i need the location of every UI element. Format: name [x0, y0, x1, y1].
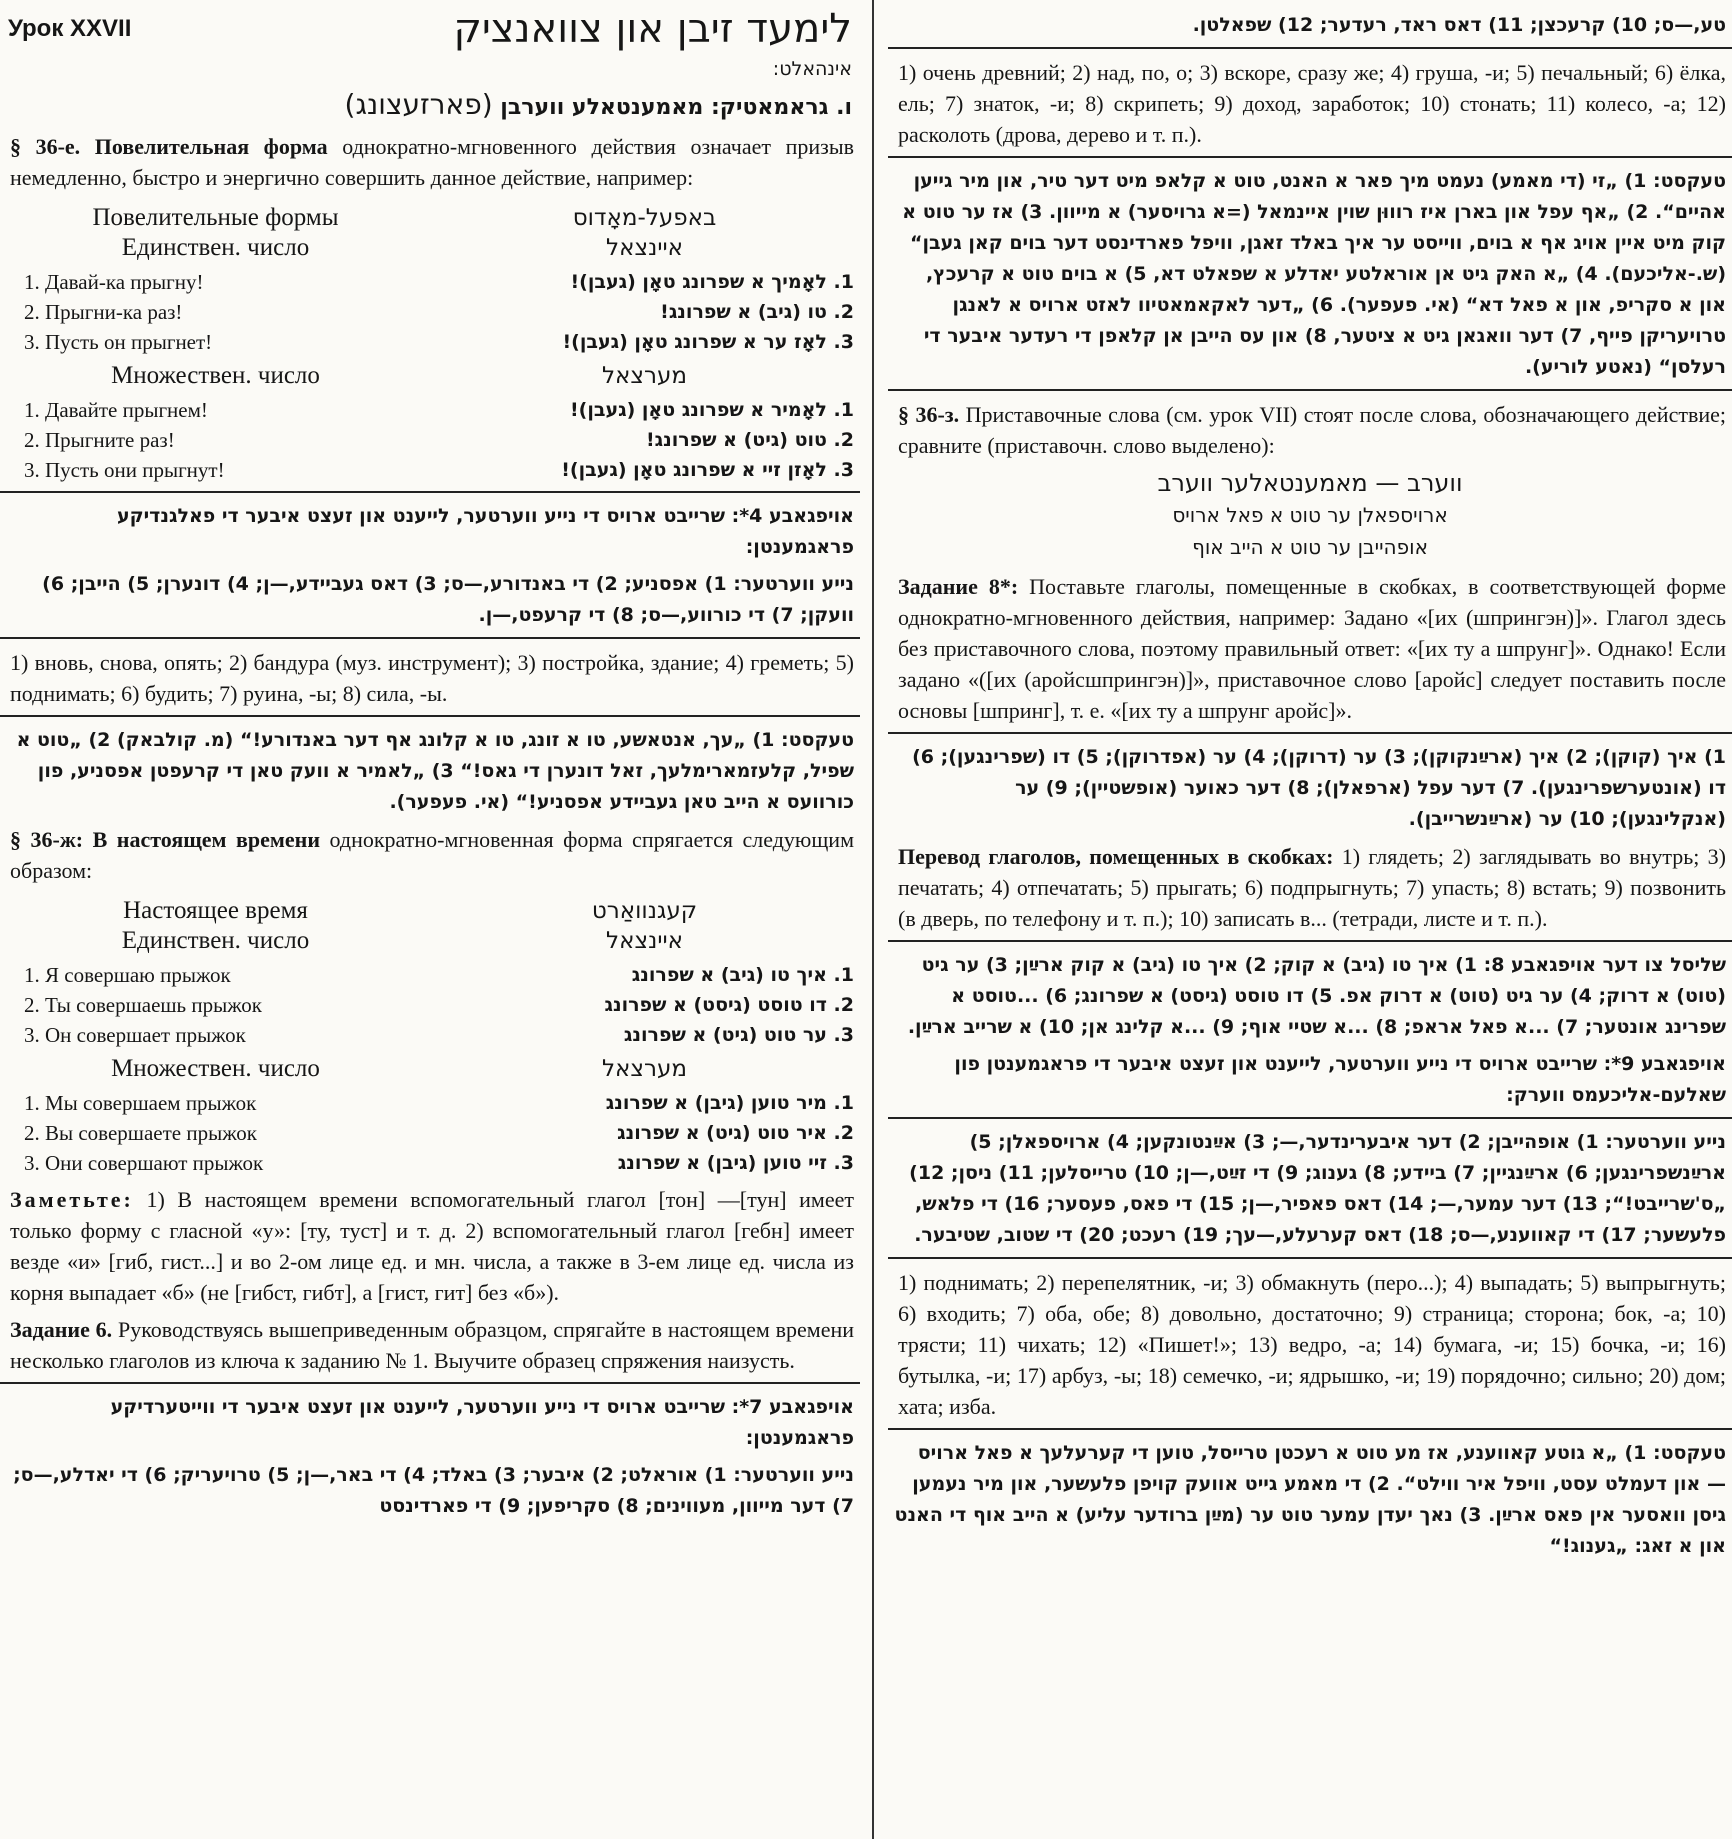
text-9: טעקסט: 1) „א גוטע קאווענע, אז מע טוט א רעכטן טרייסל, טוען די קערעלעך א פאל ארויס — און דעמלט עסט, וויפל איר ווילט“. 2) די מאמע גייט אוועק קויפן פלעשער, און מיר נעמען גיסן וואסער אין פאס ארײַן. 3) נאך יעדן עמער טוט ער (מײַן ברודער עליע) א הייב אוף די האנט און א זאג: „גענוג!“	[894, 1442, 1726, 1557]
contents-label: אינהאלט:	[772, 58, 852, 80]
task-text: Руководствуясь вышеприведенным образцом, спрягайте в настоящем времени несколько глаголов из ключа к заданию № 1. Выучите образец спряжения наизусть.	[10, 1317, 855, 1373]
imp-plural-header-yi: מערצאל	[601, 363, 688, 389]
lesson-title-handwritten: לימעד זיבן און צוואנציק	[453, 6, 852, 52]
table-row: 3. ער טוט (גיט) א שפרונג	[623, 1024, 854, 1046]
pres-plural-header-yi: מערצאל	[601, 1056, 688, 1082]
header-line: באפעל-מאָדוס	[572, 205, 717, 231]
table-row: 1. לאָמיר א שפרונג טאָן (געבן)!	[570, 399, 854, 421]
new-words-9: נייע ווערטער: 1) אופהייבן; 2) דער איבערינדער,—; 3) אײַנטונקען; 4) ארויספאלן; 5) ארײַנשפרינגען; 6) ארײַנגיין; 7) ביידע; 8) גענוג; 9) די זײַט,—ן; 10) טרייסלען; 11) ניסן; 12) „ס'שרייבט!“; 13) דער עמער,—; 14) דאס פאפיר,—ן; 15) די פאס, פעסער; 16) די פלאש, פלעשער; 17) די קאווענע,—ס; 18) דאס קערעלע,—עך; 19) רעכט; 20) די שטוב, שטיבער.	[909, 1131, 1726, 1246]
key-8: שליסל צו דער אויפגאבע 8: 1) איך טו (גיב) א קוק; 2) איך טו (גיב) א קוק ארײַן; 3) ער גיט (טוט) א דרוק; 4) ער גיט (טוט) א דרוק אפ. 5) דו טוסט (גיסט) א שפרונג; 6) ...טוסט א שפרינג אונטער; 7) ...א פאל אראפ; 8) ...א שטיי אוף; 9) ...א קלינג אן; 10) א שרייב ארײַן.	[907, 954, 1726, 1038]
table-row: 3. זיי טוען (גיבן) א שפרונג	[617, 1152, 854, 1174]
translation-8	[898, 841, 1726, 934]
divider	[888, 1117, 1732, 1119]
divider	[888, 1428, 1732, 1430]
divider	[888, 732, 1732, 734]
section-text: однократно-мгновенного действия означает призыв немедленно, быстро и энергично совершить данное действие, например:	[10, 134, 854, 190]
comparison-line: ווערב — מאמענטאלער ווערב	[1157, 469, 1463, 497]
divider	[0, 1382, 860, 1384]
table-row: 2. איר טוט (גיט) א שפרונג	[617, 1122, 854, 1144]
task-label: Задание 6.	[10, 1317, 113, 1342]
verb-comparison	[888, 467, 1732, 563]
task-4: אויפגאבע 4*: שרייבט ארויס די נייע ווערטער, לייענט און זעצט איבער די פאלגנדיקע פראגמענטן:	[116, 505, 854, 558]
table-row: 1. Давай-ка прыгну!	[24, 270, 204, 294]
new-words-7-continued: טע,—ס; 10) קרעכצן; 11) דאס ראד, רעדער; 12) שפאלטן.	[1192, 14, 1726, 36]
table-row: 3. Они совершают прыжок	[24, 1151, 264, 1175]
table-row: 1. Я совершаю прыжок	[24, 963, 231, 987]
right-column	[888, 0, 1732, 1839]
header-line: איינצאל	[606, 928, 683, 954]
column-divider	[872, 0, 874, 1839]
translation-7: 1) очень древний; 2) над, по, о; 3) вскоре, сразу же; 4) груша, -и; 5) печальный; 6) ёлка, ель; 7) знаток, -и; 8) скрипеть; 9) доход, заработок; 10) стонать; 11) колесо, -а; 12) расколоть (дрова, дерево и т. п.).	[898, 60, 1726, 147]
header-line: Настоящее время	[123, 897, 308, 924]
task-8	[898, 571, 1726, 726]
divider	[0, 637, 860, 639]
translation-text: 1) глядеть; 2) заглядывать во внутрь; 3) печатать; 4) отпечатать; 5) прыгать; 6) подпрыгнуть; 7) упасть; 8) встать; 9) позвонить (в дверь, по телефону и т. п.); 10) записать в... (тетради, листе и т. п.).	[898, 844, 1726, 931]
header-line: Повелительные формы	[92, 204, 339, 231]
translation-9: 1) поднимать; 2) перепелятник, -и; 3) обмакнуть (перо...); 4) выпадать; 5) выпрыгнуть; 6) входить; 7) оба, обе; 8) довольно, достаточно; 9) страница; сторона; бок, -а; 10) трясти; 11) чихать; 12) «Пишет!»; 13) ведро, -а; 14) бумага, -и; 15) бочка, -и; 16) бутылка, -и; 17) арбуз, -ы; 18) семечко, -и; ядрышко, -и; 19) порядочно; сильно; 20) дом; хата; изба.	[898, 1270, 1726, 1419]
task-label: Задание 8*:	[898, 574, 1019, 599]
header-line: איינצאל	[606, 235, 683, 261]
section-bold: В настоящем времени	[92, 827, 321, 852]
divider	[0, 715, 860, 717]
lesson-number: Урок XXVII	[8, 15, 132, 42]
divider	[888, 156, 1732, 158]
imp-plural-yi	[435, 395, 854, 485]
table-row: 3. Он совершает прыжок	[24, 1023, 246, 1047]
table-row: 1. Мы совершаем прыжок	[24, 1091, 257, 1115]
translation-4: 1) вновь, снова, опять; 2) бандура (муз. инструмент); 3) постройка, здание; 4) греметь; 5) поднимать; 6) будить; 7) руина, -ы; 8) сила, -ы.	[10, 650, 854, 706]
section-label: § 36-з.	[898, 402, 960, 427]
note	[10, 1184, 854, 1308]
section-36e	[10, 131, 854, 193]
table-row: 2. טו (גיב) א שפרונג!	[660, 301, 854, 323]
divider	[888, 1257, 1732, 1259]
task-7: אויפגאבע 7*: שרייבט ארויס די נייע ווערטער, לייענט און זעצט איבער די ווייטערדיקע פראגמענטן:	[110, 1396, 854, 1449]
table-row: 1. Давайте прыгнем!	[24, 398, 208, 422]
table-row: 3. Пусть он прыгнет!	[24, 330, 213, 354]
divider	[888, 47, 1732, 49]
section-text: однократно-мгновенная форма спрягается следующим образом:	[10, 827, 855, 883]
present-table	[6, 892, 854, 1178]
grammar-title-handwritten: (פארזעצונג)	[344, 88, 493, 121]
table-row: 3. Пусть они прыгнут!	[24, 458, 225, 482]
page-header	[0, 0, 860, 58]
table-row: 1. איך טו (גיב) א שפרונג	[631, 964, 854, 986]
task-6	[10, 1314, 854, 1376]
text-4: טעקסט: 1) „עך, אנטאשע, טו א זונג, טו א קלונג אף דער באנדורע!“ (מ. קולבאק) 2) „טוט א שפיל, קלעזמארימלעך, זאל דונערן די גאס!“ 3) „לאמיר א וועק טאן די קרעפטן אפסניע, פון כורוועס א הייב טאן געביידע אפסניע!“ (אי. פעפער).	[16, 729, 854, 813]
table-row: 2. Прыгни-ка раз!	[24, 300, 183, 324]
table-row: 2. Ты совершаешь прыжок	[24, 993, 262, 1017]
divider	[888, 940, 1732, 942]
section-label: § 36-ж:	[10, 827, 84, 852]
imp-singular-header-yi	[435, 199, 854, 267]
text-7: טעקסט: 1) „זי (די מאמע) נעמט מיך פאר א האנט, טוט א קלאפ מיט דער טיר, און מיר גייען אהיים“. 2) „אף עפל און בארן איז רוווּן שוין איינמאל (=א גרויסער) א מייוון. 3) אז ער טוט א קוק מיט איין אויג אף א בוים, ווייסט ער איך באלד זאגן, וויפל פארדינסט דער בוים קאן געבן“ (ש.-אליכעם). 4) „א האק גיט אן אוראלטע יאדלע א שפאלט דא, 5) א בוים טוט א קרעכץ, און א סקריפ, און א פאל דא“ (אי. פעפער). 6) „דער לאקאמאטיוו לאזט ארויס א לאנגן טרויעריקן פייף, 7) דער וואגאן גיט א ציטער, 8) און עס הייבן אן קלאפן די רעדער איבער די רעלסן“ (נאטע לוריע).	[902, 170, 1726, 378]
grammar-title	[8, 88, 852, 121]
left-column	[0, 0, 860, 1839]
section-36z	[898, 399, 1726, 461]
table-row: 3. לאָז ער א שפרונג טאָן (געבן)!	[562, 331, 854, 353]
table-row: 1. מיר טוען (גיבן) א שפרונג	[605, 1092, 854, 1114]
header-line: Единствен. число	[121, 234, 310, 261]
header-line: Единствен. число	[121, 927, 310, 954]
task-text: Поставьте глаголы, помещенные в скобках, в соответствующей форме однократно-мгновенного действия, например: Задано «[их (шпрингэн)]». Глагол здесь без приставочного слова, поэтому правильный ответ: «[их ту а шпрунг]». Однако! Если задано «([их (аройсшпрингэн)]», приставочное слово [аройс] следует поставить после основы [шпринг], т. е. «[их ту а шпрунг аройс]».	[898, 574, 1726, 723]
table-row: 1. לאָמיך א שפרונג טאָן (געבן)!	[570, 271, 854, 293]
divider	[0, 491, 860, 493]
new-words-4: נייע ווערטער: 1) אפסניע; 2) די באנדורע,—ס; 3) דאס געביידע,—ן; 4) דונערן; 5) הייבן; 6) וועקן; 7) די כורווע,—ס; 8) די קרעפט,—ן.	[42, 573, 854, 626]
imperative-table	[6, 199, 854, 485]
comparison-line: אופהייבן ער טוט א הייב אוף	[1192, 535, 1428, 559]
pres-singular-yi	[435, 960, 854, 1050]
table-row: 3. לאָזן זיי א שפרונג טאָן (געבן)!	[561, 459, 854, 481]
imp-plural-header-ru: Множествен. число	[111, 362, 320, 389]
task-9: אויפגאבע 9*: שרייבט ארויס די נייע ווערטער, לייענט און זעצט איבער די פראגמענטן פון שאלעם-אליכעמס ווערק:	[954, 1053, 1726, 1106]
table-row: 2. Прыгните раз!	[24, 428, 175, 452]
note-text: 1) В настоящем времени вспомогательный глагол [тон] —[тун] имеет только форму с гласной «у»: [ту, туст] и т. д. 2) вспомогательный глагол [гебн] имеет везде «и» [гиб, гист...] и во 2-ом лице ед. и мн. числа, а также в 3-ем лице ед. числа из корня выпадает «б» (не [гибст, гибт], а [гист, гит] без «б»).	[10, 1187, 854, 1305]
grammar-title-text: ו. גראמאטיק: מאמענטאלע ווערבן	[500, 95, 852, 120]
imp-plural-ru	[6, 395, 425, 485]
section-text: Приставочные слова (см. урок VII) стоят после слова, обозначающего действие; сравните (приставочн. слово выделено):	[898, 402, 1726, 458]
pres-singular-header-yi	[435, 892, 854, 960]
section-bold: Повелительная форма	[94, 134, 328, 159]
divider	[888, 389, 1732, 391]
imp-singular-ru	[6, 267, 425, 357]
pres-singular-ru	[6, 960, 425, 1050]
pres-plural-ru	[6, 1088, 425, 1178]
imp-singular-yi	[435, 267, 854, 357]
new-words-7: נייע ווערטער: 1) אוראלט; 2) איבער; 3) באלד; 4) די באר,—ן; 5) טרויעריק; 6) די יאדלע,—ס; 7) דער מייוון, מעווינים; 8) סקריפען; 9) די פארדינסט	[13, 1464, 854, 1517]
table-row: 2. טוט (גיט) א שפרונג!	[645, 429, 854, 451]
table-row: 2. דו טוסט (גיסט) א שפרונג	[604, 994, 854, 1016]
verbs-8: 1) איך (קוקן); 2) איך (ארײַנקוקן); 3) ער (דרוקן); 4) ער (אפדרוקן); 5) דו (שפרינגען); 6) דו (אונטערשפרינגען). 7) דער עפל (ארפאלן); 8) דער כאוער (אופשטיין); 9) ער (אנקלינגען); 10) ער (ארײַנשרייבן).	[912, 746, 1726, 830]
note-label: Заметьте:	[10, 1187, 134, 1212]
pres-plural-header-ru: Множествен. число	[111, 1055, 320, 1082]
translation-label: Перевод глаголов, помещенных в скобках:	[898, 844, 1334, 869]
section-36zh	[10, 824, 854, 886]
section-label: § 36-е.	[10, 134, 81, 159]
pres-singular-header-ru	[6, 892, 425, 960]
table-row: 2. Вы совершаете прыжок	[24, 1121, 257, 1145]
imp-singular-header-ru	[6, 199, 425, 267]
pres-plural-yi	[435, 1088, 854, 1178]
header-line: קעגנוואַרט	[591, 898, 698, 924]
comparison-line: ארויספאלן ער טוט א פאל ארויס	[1172, 503, 1448, 527]
